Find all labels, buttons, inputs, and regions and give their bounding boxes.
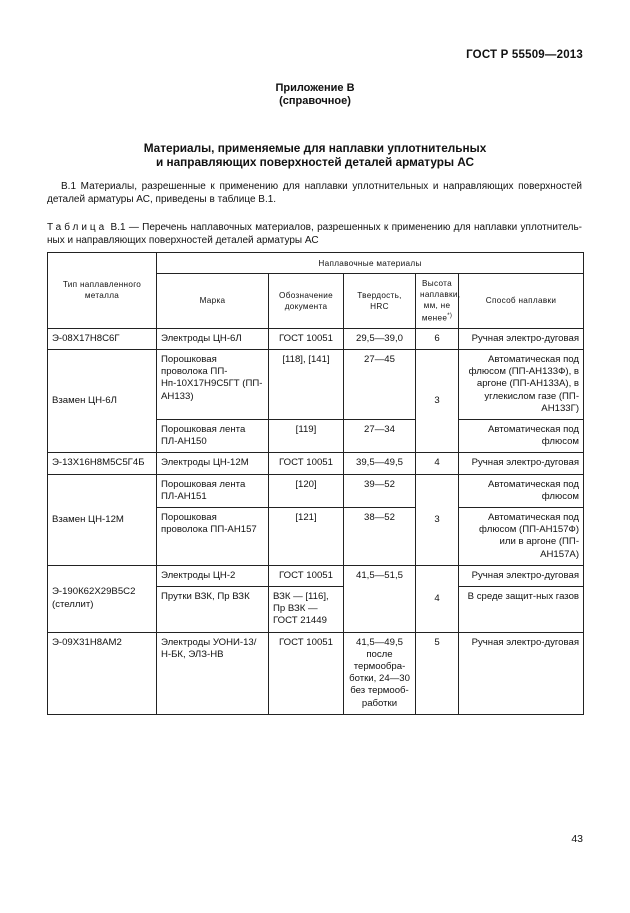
paragraph-b1: В.1 Материалы, разрешенные к применению для наплавки уплотнительных и направляющих поверхностей деталей арматуры АС, приведены в таблице В.1. xyxy=(47,181,582,205)
page-number: 43 xyxy=(571,833,583,845)
cell-doc: ГОСТ 10051 xyxy=(269,632,344,714)
cell-brand: Электроды ЦН-12М xyxy=(157,453,269,474)
cell-height: 3 xyxy=(416,349,459,452)
table-row xyxy=(48,328,584,349)
cell-doc: [118], [141] xyxy=(269,349,344,419)
cell-hardness: 39—52 xyxy=(344,474,416,507)
cell-hardness: 27—34 xyxy=(344,419,416,452)
table-row xyxy=(48,632,584,714)
header-method: Способ наплавки xyxy=(459,274,584,329)
cell-hardness: 29,5—39,0 xyxy=(344,328,416,349)
cell-doc: [120] xyxy=(269,474,344,507)
cell-metal: Э-190К62Х29В5С2 (стеллит) xyxy=(48,565,157,632)
table-caption xyxy=(47,221,582,247)
materials-table xyxy=(47,252,584,715)
cell-brand: Порошковая лента ПЛ-АН150 xyxy=(157,419,269,452)
header-metal: Тип наплавленного металла xyxy=(48,253,157,329)
cell-method: Автоматическая под флюсом xyxy=(459,474,584,507)
document-title xyxy=(0,141,630,169)
header-height: Высота наплавки, мм, не менее*) xyxy=(416,274,459,329)
header-group: Наплавочные материалы xyxy=(157,253,584,274)
cell-metal: Э-13Х16Н8М5С5Г4Б xyxy=(48,453,157,474)
cell-height: 6 xyxy=(416,328,459,349)
cell-height: 3 xyxy=(416,474,459,565)
cell-doc: ГОСТ 10051 xyxy=(269,328,344,349)
cell-height: 4 xyxy=(416,565,459,632)
appendix-title: Приложение В xyxy=(275,82,355,94)
cell-doc: ВЗК — [116], Пр ВЗК — ГОСТ 21449 xyxy=(269,586,344,632)
header-doc: Обозначение документа xyxy=(269,274,344,329)
cell-brand: Порошковая проволока ПП-АН157 xyxy=(157,507,269,565)
cell-method: Автоматическая под флюсом (ПП-АН157Ф) или в аргоне (ПП-АН157А) xyxy=(459,507,584,565)
cell-doc: [121] xyxy=(269,507,344,565)
cell-brand: Электроды ЦН-6Л xyxy=(157,328,269,349)
cell-metal: Взамен ЦН-12М xyxy=(48,474,157,565)
table-row xyxy=(48,349,584,419)
cell-method: Ручная электро-дуговая xyxy=(459,328,584,349)
cell-brand: Электроды УОНИ-13/Н-БК, ЭЛЗ-НВ xyxy=(157,632,269,714)
cell-brand: Электроды ЦН-2 xyxy=(157,565,269,586)
cell-hardness: 39,5—49,5 xyxy=(344,453,416,474)
cell-doc: ГОСТ 10051 xyxy=(269,453,344,474)
cell-method: Ручная электро-дуговая xyxy=(459,453,584,474)
cell-brand: Порошковая проволока ПП-Нп-10Х17Н9С5ГТ (ПП-АН133) xyxy=(157,349,269,419)
cell-brand: Порошковая лента ПЛ-АН151 xyxy=(157,474,269,507)
footnote-mark: *) xyxy=(447,313,453,319)
cell-method: Автоматическая под флюсом xyxy=(459,419,584,452)
cell-hardness: 38—52 xyxy=(344,507,416,565)
cell-doc: ГОСТ 10051 xyxy=(269,565,344,586)
cell-metal: Э-08Х17Н8С6Г xyxy=(48,328,157,349)
header-hardness: Твердость, HRC xyxy=(344,274,416,329)
table-header-row-1 xyxy=(48,253,584,274)
cell-method: Автоматическая под флюсом (ПП-АН133Ф), в аргоне (ПП-АН133А), в углекислом газе (ПП-АН133Г) xyxy=(459,349,584,419)
cell-method: Ручная электро-дуговая xyxy=(459,565,584,586)
appendix-heading xyxy=(0,82,630,108)
cell-height: 4 xyxy=(416,453,459,474)
cell-metal: Э-09Х31Н8АМ2 xyxy=(48,632,157,714)
title-line-1: Материалы, применяемые для наплавки уплотнительных xyxy=(143,141,487,155)
caption-text: В.1 — Перечень наплавочных материалов, разрешенных к применению для наплавки уплотнитель-ных и направляющих поверхностей деталей арматуры АС xyxy=(47,222,582,246)
header-brand: Марка xyxy=(157,274,269,329)
title-line-2: и направляющих поверхностей деталей арматуры АС xyxy=(155,155,475,169)
table-row xyxy=(48,453,584,474)
table-row xyxy=(48,474,584,507)
standard-header: ГОСТ Р 55509—2013 xyxy=(466,49,583,61)
table-row xyxy=(48,565,584,586)
appendix-note: (справочное) xyxy=(279,95,351,107)
cell-hardness: 27—45 xyxy=(344,349,416,419)
cell-hardness: 41,5—51,5 xyxy=(344,565,416,632)
cell-hardness: 41,5—49,5 после термообра-ботки, 24—30 без термооб-работки xyxy=(344,632,416,714)
caption-word: Таблица xyxy=(47,222,108,233)
cell-metal: Взамен ЦН-6Л xyxy=(48,349,157,452)
cell-method: Ручная электро-дуговая xyxy=(459,632,584,714)
cell-height: 5 xyxy=(416,632,459,714)
cell-method: В среде защит-ных газов xyxy=(459,586,584,632)
cell-brand: Прутки ВЗК, Пр ВЗК xyxy=(157,586,269,632)
cell-doc: [119] xyxy=(269,419,344,452)
